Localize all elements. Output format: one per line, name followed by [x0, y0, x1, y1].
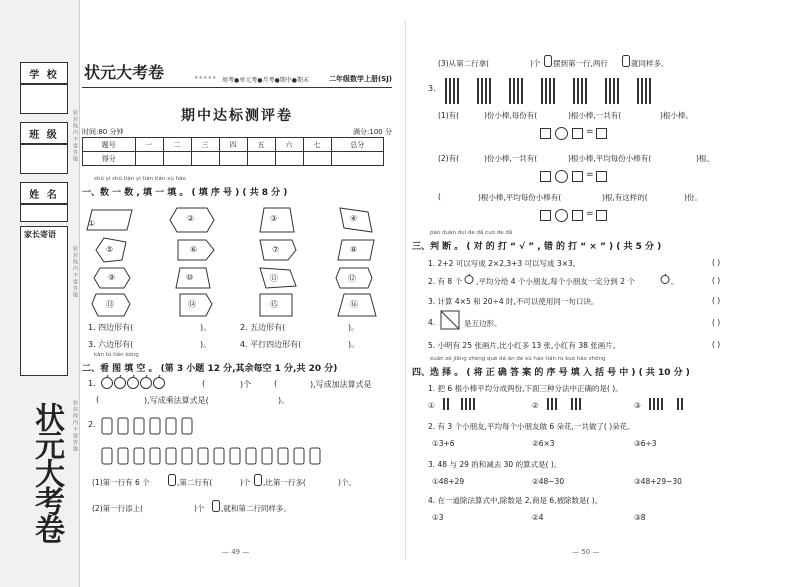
cylinder-rows-icon — [98, 414, 358, 470]
score-cell[interactable] — [219, 152, 247, 166]
score-cell[interactable] — [331, 152, 384, 166]
section2-pinyin: kàn tú tián kòng — [94, 352, 139, 358]
question-2-3-2d: )根。 — [696, 154, 714, 163]
score-header-cell: 总分 — [331, 138, 384, 152]
cylinder-icon — [212, 500, 220, 512]
question-2-3-2c: )根小棒,平均每份小棒有( — [568, 154, 652, 163]
judge-4a: 4. — [428, 318, 436, 327]
question-2-1-text-b: ),写成加法算式是 — [310, 380, 372, 389]
judge-2a: 2. 有 8 个 — [428, 277, 463, 286]
judge-1-answer[interactable]: ( ) — [712, 258, 721, 267]
score-cell[interactable] — [247, 152, 275, 166]
operator-circle[interactable] — [555, 170, 568, 183]
choice-1-opt-2[interactable]: ② — [532, 401, 539, 410]
choice-2-opt-2[interactable]: ②6×3 — [532, 439, 555, 448]
full-score-info: 满分:100 分 — [353, 128, 392, 136]
equation-box[interactable] — [540, 171, 551, 182]
question-2-2-1a: (1)第一行有 6 个 — [92, 478, 150, 487]
seal-line-warning-mid: 密 封 线 内 不 要 答 题 — [72, 246, 78, 298]
question-2-2-label: 2. — [88, 420, 96, 429]
equals-sign: = — [586, 127, 594, 137]
section3-title: 三、判 断 。 ( 对 的 打 “ √ ” , 错 的 打 “ × ” ) ( 共 5 分 ) — [412, 242, 662, 252]
rating-stars: ★★★★★ — [194, 75, 217, 81]
score-row-label: 得分 — [83, 152, 136, 166]
question-2-2-2c: ,就和第二行同样多。 — [221, 504, 291, 513]
choice-2: 2. 有 3 个小朋友,平均每个小朋友做 6 朵花,一共做了( )朵花。 — [428, 422, 635, 431]
shape-label-5: ⑤ — [106, 245, 114, 254]
judge-4b: 是五边形。 — [464, 319, 502, 328]
question-2-3-1b: )份小棒,每份有( — [484, 111, 538, 120]
grade-label: 二年级数学上册(SJ) — [328, 75, 392, 83]
question-2-3-label: 3. — [428, 84, 436, 93]
time-info: 时间:80 分钟 — [82, 128, 124, 136]
shape-label-12: ⑫ — [348, 274, 356, 283]
equation-box[interactable] — [596, 171, 607, 182]
cylinder-icon — [544, 55, 552, 67]
score-header-cell: 三 — [191, 138, 219, 152]
equals-sign: = — [586, 209, 594, 219]
question-2-2-1b: ,第二行有( — [177, 478, 213, 487]
shape-label-14: ⑭ — [188, 300, 196, 309]
shape-pentagon-14 — [180, 294, 212, 316]
question-1-2: 2. 五边形有( — [240, 323, 286, 332]
question-2-3-1d: )根小棒。 — [660, 111, 693, 120]
name-field[interactable] — [20, 204, 68, 222]
score-header-cell: 五 — [247, 138, 275, 152]
section4-pinyin: xuǎn zé jiāng zhèng què dá àn de xù hào tián rù kuò hào zhōng — [430, 356, 606, 362]
binding-sidebar — [0, 0, 80, 587]
score-table-header-row — [83, 138, 384, 152]
sidebar-logo: 状元大考卷 — [29, 402, 64, 542]
cylinder-icon — [254, 474, 262, 486]
choice-2-opt-3[interactable]: ③6÷3 — [634, 439, 657, 448]
score-cell[interactable] — [163, 152, 191, 166]
shape-label-10: ⑩ — [186, 273, 194, 282]
score-cell[interactable] — [191, 152, 219, 166]
score-header-cell: 七 — [303, 138, 331, 152]
shapes-grid — [82, 200, 392, 318]
judge-4-answer[interactable]: ( ) — [712, 318, 721, 327]
choice-1-opt-3[interactable]: ③ — [634, 401, 641, 410]
choice-4: 4. 在一道除法算式中,除数是 2,商是 6,被除数是( )。 — [428, 496, 603, 505]
school-label: 学 校 — [20, 62, 68, 84]
brand-logo: 状元大考卷 — [84, 63, 165, 82]
equation-box[interactable] — [540, 128, 551, 139]
question-2-3-1c: )根小棒,一共有( — [568, 111, 622, 120]
question-1-2-close: )。 — [348, 323, 360, 332]
seal-line-warning-bottom: 密 封 线 内 不 要 答 题 — [72, 400, 78, 452]
question-2-1-blank-b: ( — [274, 379, 278, 388]
judge-2-answer[interactable]: ( ) — [712, 276, 721, 285]
question-1-3: 3. 六边形有( — [88, 340, 134, 349]
school-field[interactable] — [20, 84, 68, 114]
cylinder-icon — [168, 474, 176, 486]
question-1-4: 4. 平行四边形有( — [240, 340, 302, 349]
shape-quad-11 — [260, 268, 296, 288]
question-1-4-close: )。 — [348, 340, 360, 349]
shape-label-7: ⑦ — [272, 245, 280, 254]
operator-circle[interactable] — [555, 209, 568, 222]
judge-2c: 。 — [671, 277, 679, 286]
judge-2b: ,平均分给 4 个小朋友,每个小朋友一定分到 2 个 — [476, 277, 635, 286]
question-2-2-2a: (2)第一行添上( — [92, 504, 144, 513]
question-2-2-3d: 就同样多。 — [631, 59, 669, 68]
section1-pinyin: shǔ yi shǔ tián yi tián tián xù hào — [94, 176, 186, 182]
equation-box[interactable] — [596, 128, 607, 139]
question-1-1: 1. 四边形有( — [88, 323, 134, 332]
score-header-cell: 二 — [163, 138, 191, 152]
shape-label-9: ⑨ — [108, 273, 116, 282]
question-2-1-blank-c: ( — [96, 395, 100, 404]
choice-3-opt-2[interactable]: ②48−30 — [532, 477, 565, 486]
right-page — [412, 0, 792, 587]
cylinder-icon — [622, 55, 630, 67]
shape-label-4: ④ — [350, 214, 358, 223]
question-2-2-3c: 摆到第一行,两行 — [553, 59, 608, 68]
judge-5: 5. 小明有 25 张画片,比小红多 13 张,小红有 38 张画片。 — [428, 341, 621, 350]
seal-line-warning-top: 密 封 线 内 不 要 答 题 — [72, 110, 78, 162]
score-header-cell: 题号 — [83, 138, 136, 152]
shape-label-2: ② — [187, 214, 195, 223]
apple-group-icon — [100, 376, 166, 390]
question-2-3-1a: (1)有( — [438, 111, 460, 120]
question-2-1-text-d: )。 — [278, 396, 290, 405]
parent-message-box[interactable] — [20, 226, 68, 376]
question-2-2-3a: (3)从第二行拿( — [438, 59, 490, 68]
name-label: 姓 名 — [20, 182, 68, 204]
parent-message-label: 家长寄语 — [24, 230, 56, 239]
equation-box[interactable] — [572, 128, 583, 139]
question-2-2-3b: )个 — [530, 59, 541, 68]
question-2-3-2b: )份小棒,一共有( — [484, 154, 538, 163]
page-spine — [405, 20, 406, 560]
score-table-score-row — [83, 152, 384, 166]
section4-title: 四、选 择 。 ( 将 正 确 答 案 的 序 号 填 入 括 号 中 ) ( 共 10 分 ) — [412, 368, 690, 378]
class-label: 班 级 — [20, 122, 68, 144]
page-number-left: — 49 — — [222, 548, 250, 556]
apple-icon — [464, 274, 474, 284]
question-2-2-1d: ,比第一行多( — [263, 478, 306, 487]
stick-option-3-icon — [646, 396, 716, 412]
apple-icon — [660, 274, 670, 284]
score-cell[interactable] — [135, 152, 163, 166]
choice-3: 3. 48 与 29 的和减去 30 的算式是( )。 — [428, 460, 562, 469]
section1-title: 一、数 一 数 , 填 一 填 。 ( 填 序 号 ) ( 共 8 分 ) — [82, 188, 288, 198]
left-page — [82, 0, 400, 587]
score-header-cell: 四 — [219, 138, 247, 152]
header-bar — [82, 58, 392, 88]
operator-circle[interactable] — [555, 127, 568, 140]
choice-4-opt-3[interactable]: ③8 — [634, 513, 646, 522]
equation-box[interactable] — [572, 210, 583, 221]
exam-title: 期中达标测评卷 — [181, 108, 293, 124]
judge-3: 3. 计算 4×5 和 20÷4 时,不可以使用同一句口诀。 — [428, 297, 599, 306]
square-with-diagonal-icon — [440, 310, 460, 330]
stick-option-1-icon — [440, 396, 510, 412]
equation-box[interactable] — [596, 210, 607, 221]
choice-3-opt-3[interactable]: ③48+29−30 — [634, 477, 682, 486]
question-1-1-close: )。 — [200, 323, 212, 332]
choice-2-opt-1[interactable]: ①3+6 — [432, 439, 455, 448]
question-2-2-1c: )个 — [240, 478, 251, 487]
question-2-1-text-c: ),写成乘法算式是( — [144, 396, 209, 405]
equation-box[interactable] — [572, 171, 583, 182]
question-2-2-1e: )个。 — [338, 478, 356, 487]
shape-label-13: ⑬ — [106, 300, 114, 309]
choice-1-opt-1[interactable]: ① — [428, 401, 435, 410]
shape-label-3: ③ — [270, 214, 278, 223]
shape-label-1: ① — [88, 219, 96, 228]
shape-label-6: ⑥ — [190, 245, 198, 254]
score-cell[interactable] — [303, 152, 331, 166]
question-2-3-2f: )根小棒,平均每份小棒有( — [478, 193, 562, 202]
question-2-3-2e: ( — [438, 192, 441, 201]
question-2-1-label: 1. — [88, 379, 96, 388]
question-2-3-2g: )根,有这样的( — [602, 193, 648, 202]
stick-bundles-icon — [442, 76, 702, 106]
question-2-3-2h: )份。 — [684, 193, 702, 202]
score-header-cell: 一 — [135, 138, 163, 152]
page-number-right: — 50 — — [572, 548, 600, 556]
judge-5-answer[interactable]: ( ) — [712, 340, 721, 349]
equation-box[interactable] — [540, 210, 551, 221]
choice-4-opt-2[interactable]: ②4 — [532, 513, 544, 522]
choice-3-opt-1[interactable]: ①48+29 — [432, 477, 465, 486]
equals-sign: = — [586, 170, 594, 180]
question-2-1-text-a: )个 — [240, 380, 252, 389]
section2-title: 二、看 图 填 空 。 (第 3 小题 12 分,其余每空 1 分,共 20 分) — [82, 364, 338, 374]
question-2-3-2a: (2)有( — [438, 154, 460, 163]
stick-option-2-icon — [544, 396, 614, 412]
choice-1: 1. 把 6 根小棒平均分成两份,下面三种分法中正确的是( )。 — [428, 384, 623, 393]
score-table — [82, 137, 384, 166]
choice-4-opt-1[interactable]: ①3 — [432, 513, 444, 522]
judge-3-answer[interactable]: ( ) — [712, 296, 721, 305]
question-2-2-2b: )个 — [194, 504, 205, 513]
series-label: 周考●单元考●月考●期中●期末 — [222, 77, 309, 84]
shape-label-16: ⑯ — [350, 300, 358, 309]
shape-label-15: ⑮ — [270, 300, 278, 309]
question-1-3-close: )。 — [200, 340, 212, 349]
score-cell[interactable] — [275, 152, 303, 166]
judge-1: 1. 2+2 可以写成 2×2,3+3 可以写成 3×3。 — [428, 259, 581, 268]
score-header-cell: 六 — [275, 138, 303, 152]
shape-label-11: ⑪ — [270, 274, 278, 283]
class-field[interactable] — [20, 144, 68, 174]
section3-pinyin: pàn duàn duì de dǎ cuò de dǎ — [430, 230, 513, 236]
shape-label-8: ⑧ — [350, 245, 358, 254]
question-2-1-blank-a: ( — [202, 379, 206, 388]
